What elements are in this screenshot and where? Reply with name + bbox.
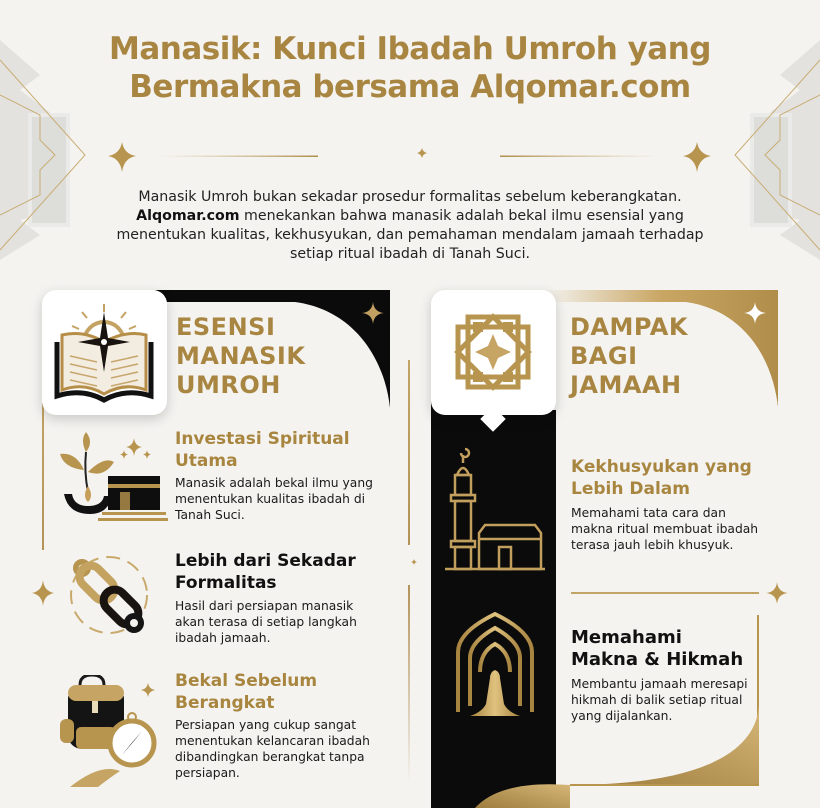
right-item-2-title xyxy=(571,627,743,671)
text-line: makna ritual membuat ibadah xyxy=(571,522,759,536)
left-title-line-1: ESENSI xyxy=(176,313,276,341)
small-star-icon xyxy=(417,148,427,158)
text-line: Memahami tata cara dan xyxy=(571,506,726,520)
title-line: Bekal Sebelum xyxy=(175,671,318,691)
intro-line-4: setiap ritual ibadah di Tanah Suci. xyxy=(289,246,531,262)
right-section-title xyxy=(570,313,688,400)
title-line-1: Manasik: Kunci Ibadah Umroh yang xyxy=(109,31,711,67)
left-panel-right-border-lower xyxy=(408,585,410,785)
text-line: ibadah jamaah. xyxy=(175,631,271,645)
sparkle-icon xyxy=(683,142,711,172)
left-item-3-title xyxy=(175,670,317,714)
minaret-kaaba-icon xyxy=(445,445,545,573)
title-line: Investasi Spiritual xyxy=(175,429,350,449)
left-item-2-title xyxy=(175,550,356,594)
intro-line-1: Manasik Umroh bukan sekadar prosedur formalitas sebelum keberangkatan. xyxy=(138,189,682,205)
text-line: yang dijalankan. xyxy=(571,709,673,723)
sparkle-icon xyxy=(32,580,54,606)
left-item-1-title xyxy=(175,428,350,472)
crescent-moon-icon xyxy=(399,552,421,578)
left-item-1-text xyxy=(175,475,373,523)
intro-paragraph xyxy=(100,188,720,264)
page-title xyxy=(0,30,820,106)
mosque-arch-icon xyxy=(452,612,538,724)
text-line: Membantu jamaah meresapi xyxy=(571,677,748,691)
intro-line-2 xyxy=(100,207,720,226)
text-line: persiapan. xyxy=(175,766,240,780)
right-item-2-top-rule xyxy=(571,592,759,594)
left-section-icon-box xyxy=(42,290,167,415)
right-title-line-1: DAMPAK xyxy=(570,313,688,341)
crescent-moon-icon xyxy=(395,143,418,173)
backpack-compass-icon xyxy=(60,675,160,790)
left-item-2-text xyxy=(175,598,357,646)
brand-name: Alqomar.com xyxy=(136,208,240,224)
left-item-3-text xyxy=(175,717,370,781)
sparkle-icon xyxy=(766,582,788,604)
right-item-2-text xyxy=(571,676,748,724)
open-book-compass-icon xyxy=(42,290,167,415)
title-line: Formalitas xyxy=(175,573,277,593)
title-line: Lebih Dalam xyxy=(571,479,690,499)
text-line: terasa jauh lebih khusyuk. xyxy=(571,538,734,552)
sparkle-icon xyxy=(108,142,136,172)
right-item-1-text xyxy=(571,505,758,553)
title-line: Kekhusyukan yang xyxy=(571,457,752,477)
title-line: Berangkat xyxy=(175,693,275,713)
intro-line-2-text: menekankan bahwa manasik adalah bekal ilmu esensial yang xyxy=(239,208,684,224)
chain-gears-icon xyxy=(62,548,157,643)
title-line-2: Bermakna bersama Alqomar.com xyxy=(129,69,691,105)
left-panel-right-border xyxy=(408,360,410,545)
left-section-title xyxy=(176,313,305,400)
title-divider xyxy=(0,140,820,176)
sprout-kaaba-icon xyxy=(58,432,168,522)
text-line: Persiapan yang cukup sangat xyxy=(175,718,357,732)
text-line: Tanah Suci. xyxy=(175,508,245,522)
islamic-star-pattern-icon xyxy=(431,290,556,415)
intro-line-3: menentukan kualitas, kekhusyukan, dan pemahaman mendalam jamaah terhadap xyxy=(116,227,704,243)
text-line: Manasik adalah bekal ilmu yang xyxy=(175,476,373,490)
right-item-1-title xyxy=(571,456,752,500)
left-title-line-2: MANASIK xyxy=(176,342,306,370)
title-line: Makna & Hikmah xyxy=(571,649,744,670)
text-line: menentukan kelancaran ibadah xyxy=(175,734,370,748)
right-title-line-3: JAMAAH xyxy=(570,371,682,399)
text-line: hikmah di balik setiap ritual xyxy=(571,693,743,707)
left-title-line-3: UMROH xyxy=(176,371,281,399)
text-line: Hasil dari persiapan manasik xyxy=(175,599,354,613)
left-panel-left-border xyxy=(42,400,44,550)
title-line: Memahami xyxy=(571,627,682,648)
right-title-line-2: BAGI xyxy=(570,342,638,370)
right-section-icon-box xyxy=(431,290,556,415)
text-line: menentukan kualitas ibadah di xyxy=(175,492,366,506)
text-line: dibandingkan berangkat tanpa xyxy=(175,750,365,764)
title-line: Lebih dari Sekadar xyxy=(175,551,356,571)
text-line: akan terasa di setiap langkah xyxy=(175,615,357,629)
title-line: Utama xyxy=(175,451,238,471)
